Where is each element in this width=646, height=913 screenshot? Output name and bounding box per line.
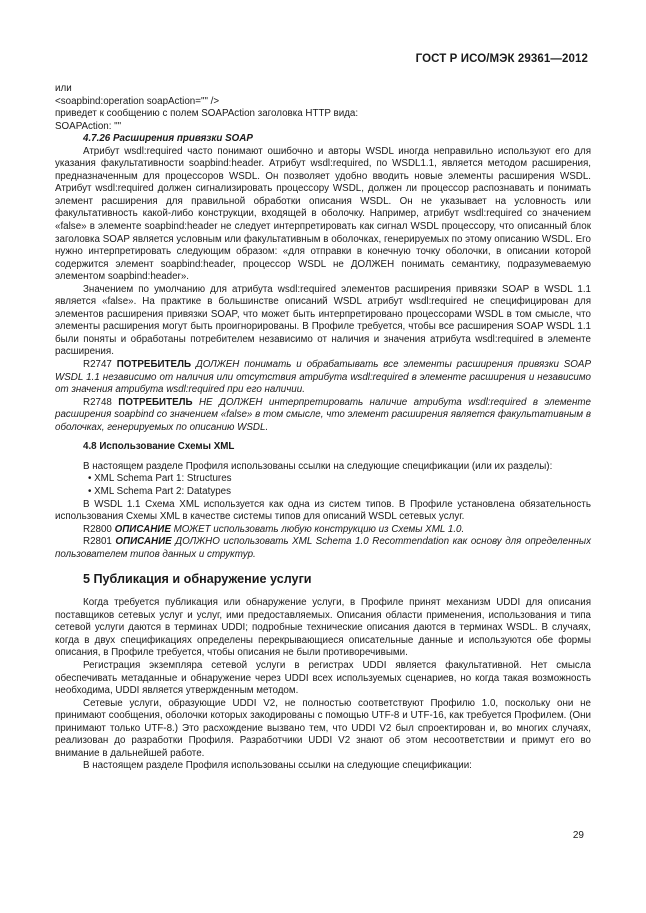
list-item: • XML Schema Part 2: Datatypes [88, 485, 232, 497]
list-item: • XML Schema Part 1: Structures [88, 473, 232, 485]
text-line: или [55, 83, 72, 94]
requirement-id: R2747 [83, 359, 112, 371]
code-line: <soapbind:operation soapAction="" /> [55, 95, 220, 107]
requirement-text: ДОЛЖНО использовать XML Schema 1.0 Recommendation как основу для определенных пользователем типов данных и структур. [55, 536, 591, 560]
requirement-text: МОЖЕТ использовать любую конструкцию из Схемы XML 1.0. [173, 523, 465, 535]
paragraph: Когда требуется публикация или обнаружение услуги, в Профиле принят механизм UDDI для описания поставщиков сетевых услуг и услуг, ими предоставляемых. Описания области применения, использования и типа сетевой услуги даются в терминах UDDI; подробные технические описания даются в терминах WSDL. В случаях, когда в двух спецификациях определены перекрывающиеся описательные данные и используются обе формы описания, в Профиле требуется, чтобы описания не были противоречивыми. [55, 597, 591, 659]
paragraph: Значением по умолчанию для атрибута wsdl:required элементов расширения привязки SOAP в WSDL 1.1 является «false». На практике в большинстве описаний WSDL атрибут wsdl:required не специфицирован для элементов расширения привязки SOAP, что может быть интерпретировано процессорами WSDL в том смысле, что элементы расширения могут быть проигнорированы. В Профиле требуется, чтобы все расширения SOAP WSDL 1.1 были поняты и обработаны потребителем независимо от наличия и значения атрибута wsdl:required в элементе расширения. [55, 283, 591, 358]
paragraph: В настоящем разделе Профиля использованы ссылки на следующие спецификации (или их разделы): [83, 460, 553, 472]
section-heading-4-8: 4.8 Использование Схемы XML [83, 441, 235, 453]
paragraph: В настоящем разделе Профиля использованы ссылки на следующие спецификации: [83, 760, 472, 772]
code-line: SOAPAction: "" [55, 120, 122, 132]
paragraph: Регистрация экземпляра сетевой услуги в регистрах UDDI является факультативной. Нет смысла обеспечивать метаданные и обнаружение через UDDI всех используемых сценариев, но когда такая возможность необходима, UDDI является утвержденным методом. [55, 659, 591, 697]
requirement-r2747 [55, 359, 591, 397]
requirement-text: НЕ ДОЛЖЕН интерпретировать наличие атрибута wsdl:required в элементе расширения soapbind со значением «false» в том смысле, что элемент расширения является факультативным в оболочках, генерируемых по описанию WSDL. [55, 396, 591, 433]
requirement-r2801 [55, 536, 591, 561]
standard-id: ГОСТ Р ИСО/МЭК 29361—2012 [415, 53, 588, 65]
requirement-id: R2801 [83, 536, 112, 548]
paragraph: Сетевые услуги, образующие UDDI V2, не полностью соответствуют Профилю 1.0, поскольку они не принимают сообщения, оболочки которых закодированы с помощью UTF-8 и UTF-16, как требуется Профилем. (Они принимают только UTF-8.) Это расхождение вызвано тем, что UDDI V2 был спроектирован и, во многих случаях, реализован до разработки Профиля. Разработчики UDDI V2 знают об этом несоответствии и примут его во внимание в дальнейшей работе. [55, 697, 591, 759]
section-heading-5: 5 Публикация и обнаружение услуги [83, 572, 312, 587]
paragraph: Атрибут wsdl:required часто понимают ошибочно и авторы WSDL иногда неправильно используют его для указания факультативности soapbind:header. Атрибут wsdl:required, по WSDL1.1, является методом расширения, предназначенным для процессоров WSDL. Он позволяет удобно вводить новые элементы расширения WSDL. Атрибут wsdl:required должен сигнализировать процессору WSDL, должен ли процессор распознавать и понимать элемент расширения для правильной обработки описания WSDL. Он не указывает на условность или факультативность какой-либо конструкции, входящей в оболочку. Например, атрибут wsdl:required со значением «false» в элементе soapbind:header не следует интерпретировать как сигнал WSDL процессору, что описанный блок заголовка SOAP является условным или факультативным в оболочках, генерируемых по этому описанию WSDL. Его нужно интерпретировать следующим образом: «для отправки в конечную точку оболочки, в описании которой содержится элемент soapbind:header, процессор WSDL не ДОЛЖЕН понимать семантику, подразумеваемую элементом soapbind:header». [55, 145, 591, 283]
paragraph: В WSDL 1.1 Схема XML используется как одна из систем типов. В Профиле установлена обязательность использования Схемы XML в качестве системы типов для описаний WSDL сетевых услуг. [55, 498, 591, 523]
requirement-id: R2748 [83, 396, 112, 408]
requirement-keyword: ПОТРЕБИТЕЛЬ [116, 359, 191, 371]
section-heading-4-7-26: 4.7.26 Расширения привязки SOAP [83, 133, 253, 145]
requirement-id: R2800 [83, 523, 112, 535]
requirement-text: ДОЛЖЕН понимать и обрабатывать все элементы расширения привязки SOAP WSDL 1.1 независимо от наличия или отсутствия атрибута wsdl:required в элементе расширения и независимо от значения атрибута wsdl:required при его наличии. [55, 359, 591, 396]
requirement-r2800 [55, 524, 591, 537]
requirement-r2748 [55, 397, 591, 435]
page-content [55, 83, 591, 773]
requirement-keyword: ОПИСАНИЕ [114, 523, 171, 535]
requirement-keyword: ОПИСАНИЕ [115, 536, 172, 548]
requirement-keyword: ПОТРЕБИТЕЛЬ [118, 396, 193, 408]
text-line: приведет к сообщению с полем SOAPAction заголовка HTTP вида: [55, 108, 359, 120]
page-number: 29 [572, 830, 584, 841]
